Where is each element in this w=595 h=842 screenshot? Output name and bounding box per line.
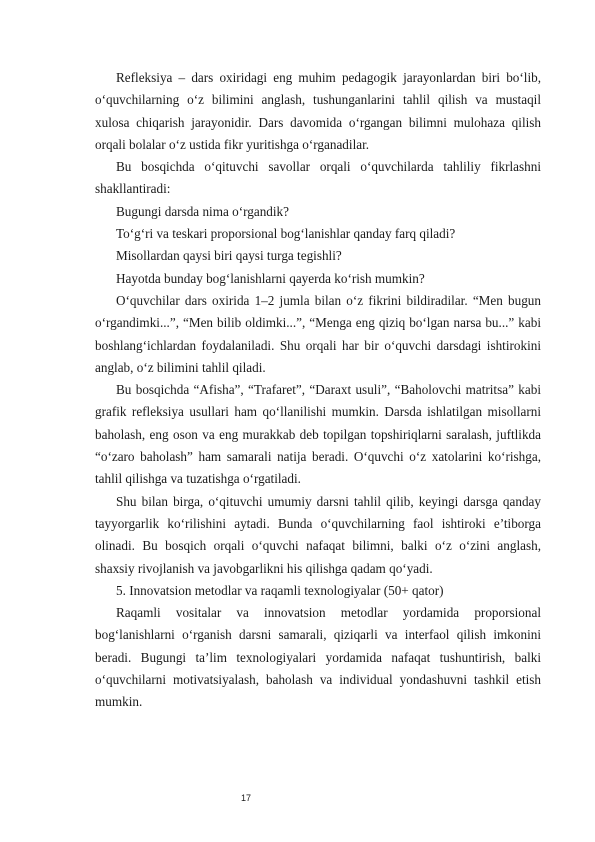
paragraph-graphic-reflection: Bu bosqichda “Afisha”, “Trafaret”, “Daraxt usuli”, “Baholovchi matritsa” kabi grafik refleksiya usullari ham qo‘llanilishi mumkin. Darsda ishlatilgan misollarni baholash, eng oson va eng murakkab deb topilgan topshiriqlarni saralash, juftlikda “o‘zaro baholash” ham samarali natija beradi. O‘quvchi o‘z xatolarini ko‘rishga, tahlil qilishga va tuzatishga o‘rgatiladi.	[95, 382, 541, 487]
page-number: 17	[241, 793, 252, 803]
paragraph-lesson-analysis: Shu bilan birga, o‘qituvchi umumiy darsni tahlil qilib, keyingi darsga qanday tayyorgarlik ko‘rilishini aytadi. Bunda o‘quvchilarning faol ishtiroki e’tiborga olinadi. Bu bosqich orqali o‘quvchi nafaqat bilimni, balki o‘z o‘zini anglash, shaxsiy rivojlanish va javobgarlikni his qilishga qadam qo‘yadi.	[95, 493, 541, 576]
question-line-1: Bugungi darsda nima o‘rgandik?	[116, 203, 289, 219]
question-line-3: Misollardan qaysi biri qaysi turga tegishli?	[116, 248, 342, 264]
paragraph-digital-tools: Raqamli vositalar va innovatsion metodlar yordamida proporsional bog‘lanishlarni o‘rganish darsni samarali, qiziqarli va interfaol qilish imkonini beradi. Bugungi ta’lim texnologiyalari yordamida nafaqat tushuntirish, balki o‘quvchilarni motivatsiyalash, baholash va individual yondashuvni tashkil etish mumkin.	[95, 605, 541, 710]
paragraph-reflection-intro: Refleksiya – dars oxiridagi eng muhim pedagogik jarayonlardan biri bo‘lib, o‘quvchilarning o‘z bilimini anglash, tushunganlarini tahlil qilish va mustaqil xulosa chiqarish jarayonidir. Dars davomida o‘rgangan bilimni mulohaza qilish orqali bolalar o‘z ustida fikr yuritishga o‘rganadilar.	[95, 70, 541, 152]
document-body	[95, 67, 541, 714]
section-heading: 5. Innovatsion metodlar va raqamli texnologiyalar (50+ qator)	[116, 582, 444, 598]
paragraph-teacher-questions: Bu bosqichda o‘qituvchi savollar orqali o‘quvchilarda tahliliy fikrlashni shakllantiradi:	[95, 159, 541, 197]
paragraph-student-statements: O‘quvchilar dars oxirida 1–2 jumla bilan o‘z fikrini bildiradilar. “Men bugun o‘rgandimki...”, “Men bilib oldimki...”, “Menga eng qiziq bo‘lgan narsa bu...” kabi boshlang‘ichlardan foydalaniladi. Shu orqali har bir o‘quvchi darsdagi ishtirokini anglab, o‘z bilimini tahlil qiladi.	[95, 292, 541, 375]
question-line-4: Hayotda bunday bog‘lanishlarni qayerda ko‘rish mumkin?	[116, 270, 425, 286]
question-line-2: To‘g‘ri va teskari proporsional bog‘lanishlar qanday farq qiladi?	[116, 226, 456, 242]
